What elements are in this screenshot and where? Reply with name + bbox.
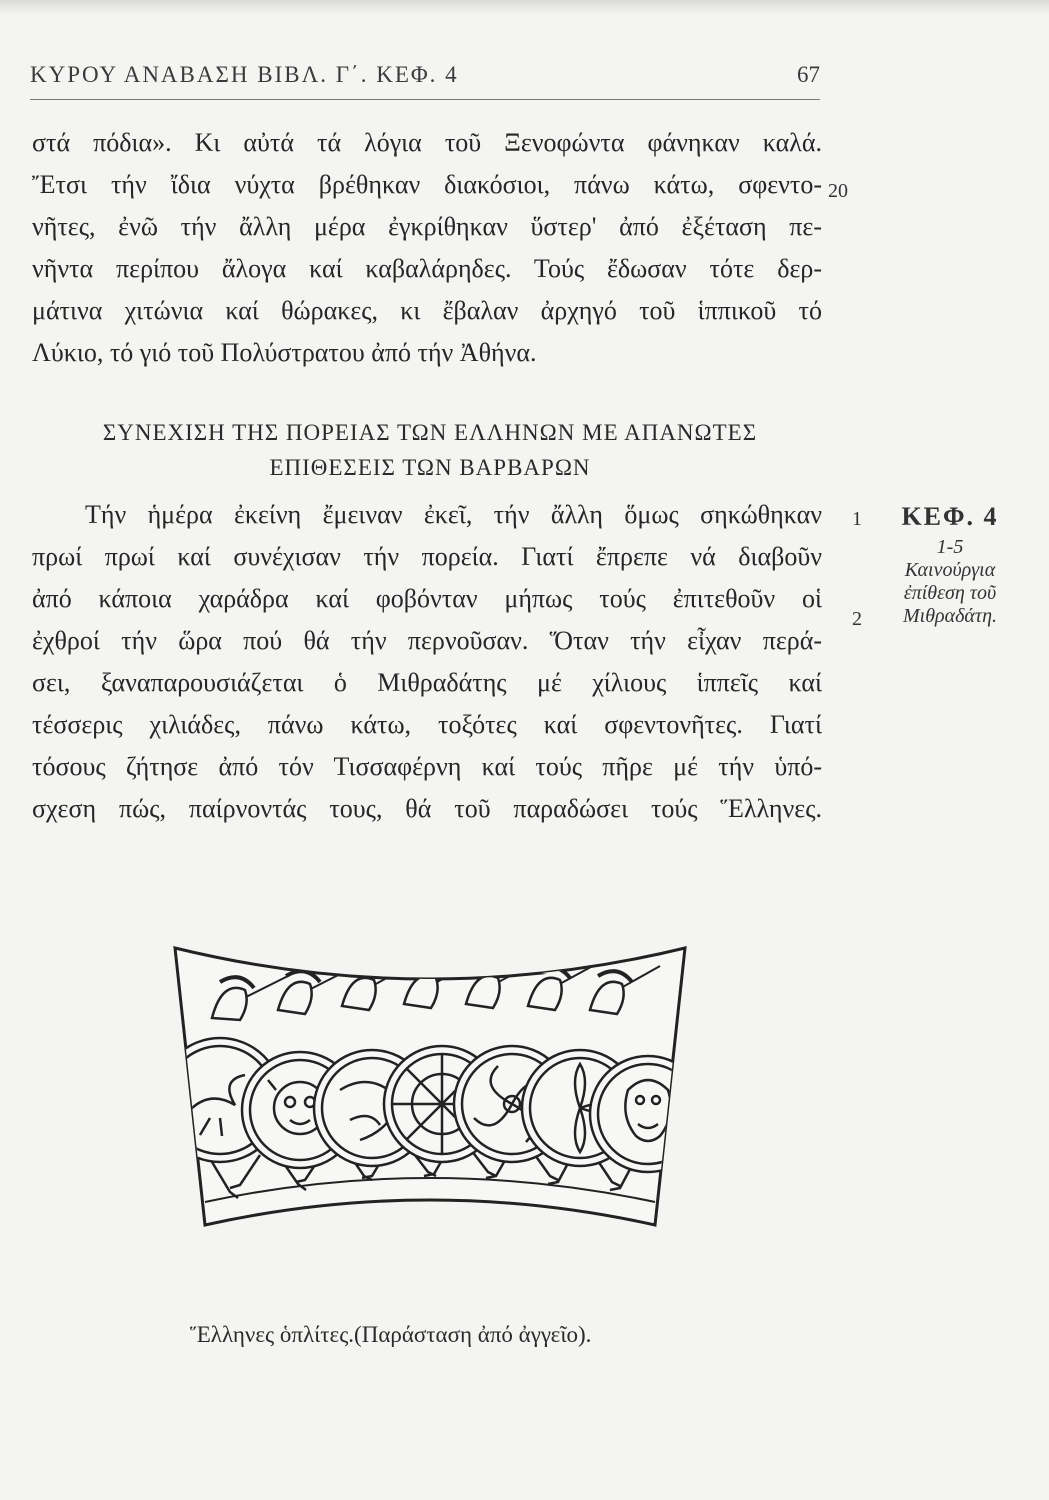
section-heading-line-2: ΕΠΙΘΕΣΕΙΣ ΤΩΝ ΒΑΡΒΑΡΩΝ [269, 455, 591, 480]
line-number-1: 1 [852, 508, 862, 530]
hoplites-vase-illustration [150, 940, 710, 1240]
paragraph-line: σει, ξαναπαρουσιάζεται ὁ Μιθραδάτης μέ χίλιους ἱππεῖς καί [32, 668, 822, 697]
paragraph-line: Λύκιο, τό γιό τοῦ Πολύστρατου ἀπό τήν Ἀθήνα. [32, 338, 537, 367]
line-number-20: 20 [828, 180, 848, 202]
paragraph-line: Τήν ἡμέρα ἐκείνη ἔμειναν ἐκεῖ, τήν ἄλλη ὅμως σηκώθηκαν [85, 500, 822, 529]
margin-note-line: ἐπίθεση τοῦ [903, 582, 997, 604]
page-edge-shadow [0, 0, 1049, 14]
running-head-title: ΚΥΡΟΥ ΑΝΑΒΑΣΗ ΒΙΒΛ. Γ΄. ΚΕΦ. 4 [30, 62, 459, 87]
paragraph-line: τόσους ζήτησε ἀπό τόν Τισσαφέρνη καί τούς πῆρε μέ τήν ὑπό- [32, 752, 822, 781]
margin-note-line: Μιθραδάτη. [902, 605, 997, 627]
paragraph-line: νῆτες, ἐνῶ τήν ἄλλη μέρα ἐγκρίθηκαν ὕστερ' ἀπό ἐξέταση πε- [32, 212, 822, 241]
page-number: 67 [797, 62, 820, 87]
paragraph-line: πρωί πρωί καί συνέχισαν τήν πορεία. Γιατί ἔπρεπε νά διαβοῦν [32, 542, 822, 571]
paragraph-line: Ἔτσι τήν ἴδια νύχτα βρέθηκαν διακόσιοι, πάνω κάτω, σφεντο- [32, 170, 822, 199]
header-rule [30, 99, 820, 100]
margin-note-line: Καινούργια [904, 559, 996, 581]
line-number-2: 2 [852, 608, 862, 630]
figure-caption: Ἕλληνες ὁπλίτες.(Παράσταση ἀπό ἀγγεῖο). [190, 1322, 592, 1347]
margin-note-range: 1-5 [936, 536, 964, 558]
paragraph-line: ἐχθροί τήν ὥρα πού θά τήν περνοῦσαν. Ὅταν τήν εἶχαν περά- [32, 626, 822, 655]
paragraph-line: μάτινα χιτώνια καί θώρακες, κι ἔβαλαν ἀρχηγό τοῦ ἱππικοῦ τό [32, 296, 822, 325]
margin-note-title: ΚΕΦ. 4 [901, 502, 999, 531]
shield-gorgon [590, 1056, 706, 1172]
paragraph-line: σχεση πώς, παίρνοντάς τους, θά τοῦ παραδώσει τούς Ἕλληνες. [32, 794, 822, 823]
margin-note [860, 502, 1040, 628]
paragraph-line: ἀπό κάποια χαράδρα καί φοβόνταν μήπως τούς ἐπιτεθοῦν οἱ [32, 584, 822, 613]
paragraph-line: νῆντα περίπου ἄλογα καί καβαλάρηδες. Τούς ἔδωσαν τότε δερ- [32, 254, 822, 283]
paragraph-line: τέσσερις χιλιάδες, πάνω κάτω, τοξότες καί σφεντονῆτες. Γιατί [32, 710, 822, 739]
section-heading-line-1: ΣΥΝΕΧΙΣΗ ΤΗΣ ΠΟΡΕΙΑΣ ΤΩΝ ΕΛΛΗΝΩΝ ΜΕ ΑΠΑΝΩΤΕΣ [102, 420, 758, 445]
running-head [30, 62, 820, 96]
paragraph-line: στά πόδια». Κι αὐτά τά λόγια τοῦ Ξενοφώντα φάνηκαν καλά. [32, 128, 822, 157]
